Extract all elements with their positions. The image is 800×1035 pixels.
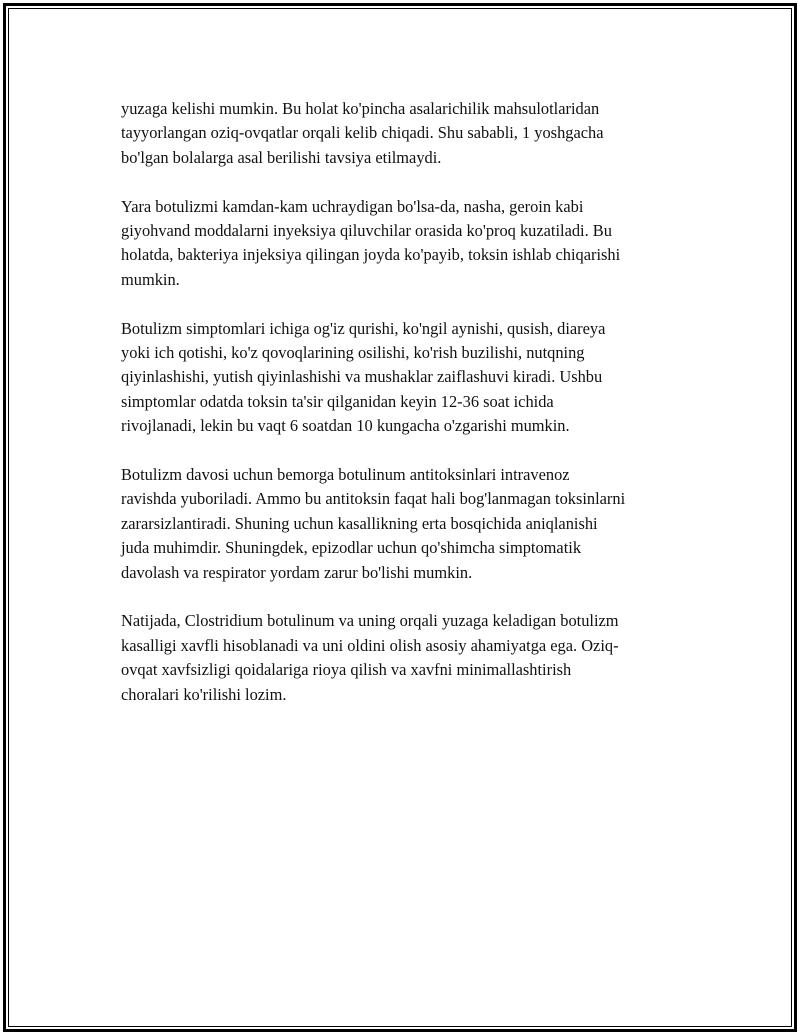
- text-line: Natijada, Clostridium botulinum va uning orqali yuzaga keladigan botulizm: [121, 611, 619, 631]
- text-line: giyohvand moddalarni inyeksiya qiluvchilar orasida ko'proq kuzatiladi. Bu: [121, 221, 612, 241]
- text-line: yuzaga kelishi mumkin. Bu holat ko'pincha asalarichilik mahsulotlaridan: [121, 99, 600, 118]
- paragraph: [121, 463, 701, 585]
- text-line: Botulizm davosi uchun bemorga botulinum antitoksinlari intravenoz: [121, 465, 570, 485]
- text-line: qiyinlashishi, yutish qiyinlashishi va mushaklar zaiflashuvi kiradi. Ushbu: [121, 367, 603, 387]
- text-line: ravishda yuboriladi. Ammo bu antitoksin faqat hali bog'lanmagan toksinlarni: [121, 489, 626, 509]
- text-line: holatda, bakteriya injeksiya qilingan joyda ko'payib, toksin ishlab chiqarishi: [121, 245, 621, 265]
- text-line: simptomlar odatda toksin ta'sir qilganidan keyin 12-36 soat ichida: [121, 391, 554, 411]
- text-line: choralari ko'rilishi lozim.: [121, 684, 287, 704]
- text-line: tayyorlangan oziq-ovqatlar orqali kelib chiqadi. Shu sababli, 1 yoshgacha: [121, 123, 604, 143]
- document-body: [121, 97, 701, 731]
- text-line: Botulizm simptomlari ichiga og'iz qurishi, ko'ngil aynishi, qusish, diareya: [121, 318, 606, 338]
- paragraph: [121, 195, 701, 293]
- text-line: yoki ich qotishi, ko'z qovoqlarining osilishi, ko'rish buzilishi, nutqning: [121, 343, 585, 363]
- text-line: kasalligi xavfli hisoblanadi va uni oldini olish asosiy ahamiyatga ega. Oziq-: [121, 635, 619, 655]
- text-line: juda muhimdir. Shuningdek, epizodlar uchun qo'shimcha simptomatik: [121, 538, 582, 558]
- text-line: Yara botulizmi kamdan-kam uchraydigan bo'lsa-da, nasha, geroin kabi: [121, 196, 584, 216]
- paragraph: [121, 317, 701, 439]
- text-line: zararsizlantiradi. Shuning uchun kasallikning erta bosqichida aniqlanishi: [121, 513, 598, 533]
- paragraph: [121, 97, 701, 170]
- text-line: rivojlanadi, lekin bu vaqt 6 soatdan 10 kungacha o'zgarishi mumkin.: [121, 416, 570, 436]
- paragraph: [121, 609, 701, 707]
- text-line: ovqat xavfsizligi qoidalariga rioya qilish va xavfni minimallashtirish: [121, 660, 572, 680]
- page-frame: [3, 3, 797, 1032]
- text-line: mumkin.: [121, 269, 180, 289]
- text-line: davolash va respirator yordam zarur bo'lishi mumkin.: [121, 562, 473, 582]
- text-line: bo'lgan bolalarga asal berilishi tavsiya etilmaydi.: [121, 147, 442, 167]
